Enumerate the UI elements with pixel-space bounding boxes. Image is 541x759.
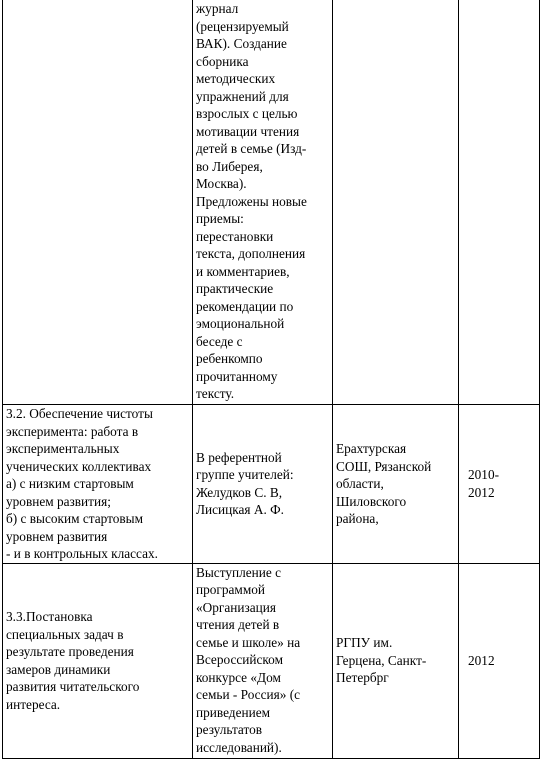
task-text: 3.3.Постановка специальных задач в результате проведения замеров динамики развития читательского интереса. [6, 609, 140, 712]
year-cell [459, 0, 540, 405]
place-cell [333, 563, 459, 758]
place-cell [333, 405, 459, 564]
task-cell [3, 0, 193, 405]
table-row [3, 405, 540, 564]
place-text: РГПУ им. Герцена, Санкт- Петербрг [336, 635, 427, 686]
content-text: журнал (рецензируемый ВАК). Создание сборника методических упражнений для взрослых с целью мотивации чтения детей в семье (Изд- во Либерея, Москва). Предложены новые приемы: перестановки текста, дополнения и комментариев, практические рекомендации по эмоциональной беседе с ребенкомпо прочитанному тексту. [196, 1, 307, 401]
content-cell [193, 405, 333, 564]
content-cell [193, 0, 333, 405]
year-text: 2012 [468, 652, 495, 668]
task-cell [3, 563, 193, 758]
content-text: В референтной группе учителей: Желудков С. В, Лисицкая А. Ф. [196, 449, 294, 518]
table-row [3, 563, 540, 758]
year-cell [459, 563, 540, 758]
content-cell [193, 563, 333, 758]
task-text: 3.2. Обеспечение чистоты эксперимента: работа в экспериментальных ученических коллективах а) с низким стартовым уровнем развития; б) с высоким стартовым уровнем развития - и в контрольных классах. [6, 406, 158, 561]
plan-table [2, 0, 540, 759]
place-cell [333, 0, 459, 405]
year-text: 2010- 2012 [468, 467, 500, 500]
table-row [3, 0, 540, 405]
place-text: Ерахтурская СОШ, Рязанской области, Шиловского района, [336, 441, 432, 526]
task-cell [3, 405, 193, 564]
year-cell [459, 405, 540, 564]
content-text: Выступление с программой «Организация чтения детей в семье и школе» на Всероссийском конкурсе «Дом семьи - Россия» (с приведением результатов исследований). [196, 564, 301, 755]
